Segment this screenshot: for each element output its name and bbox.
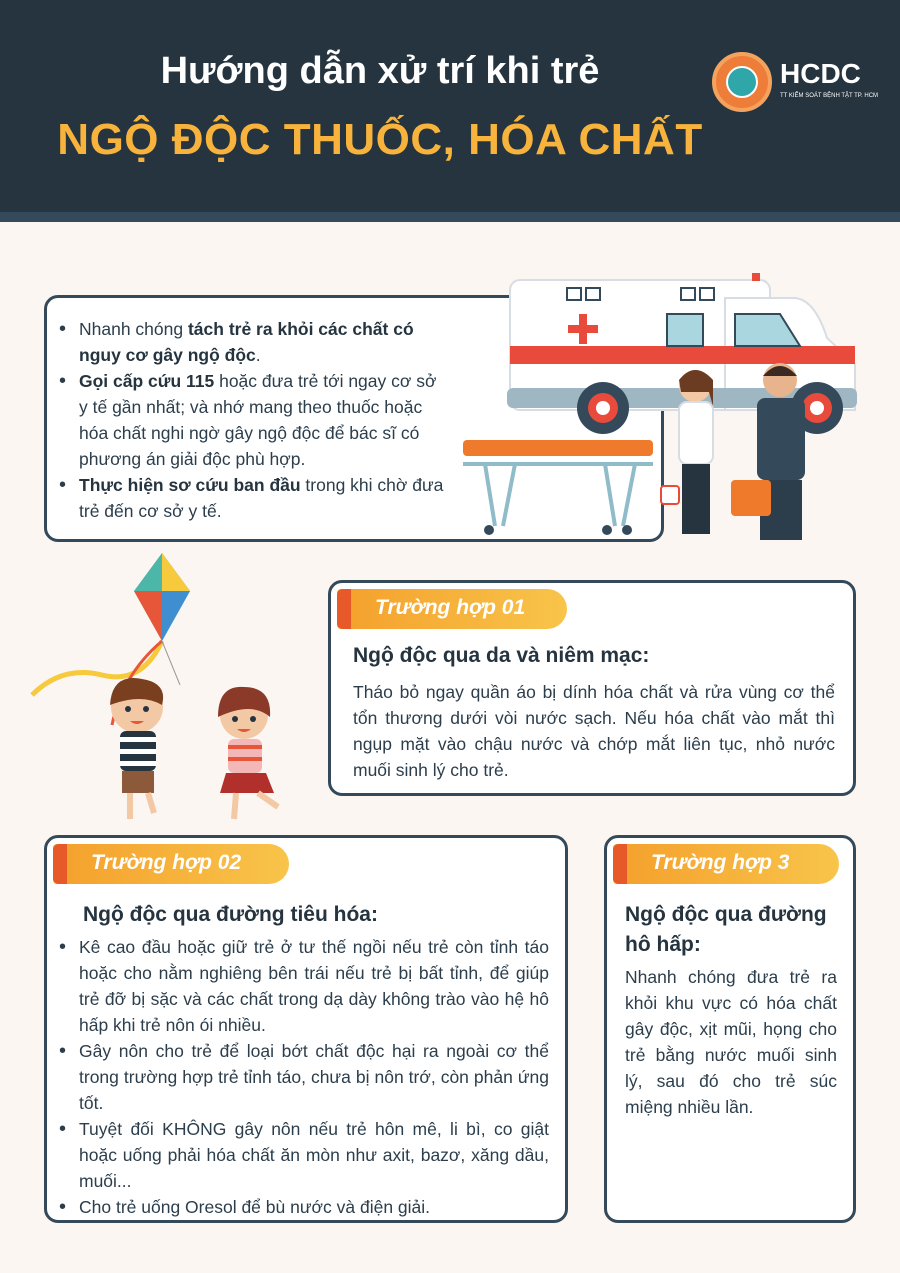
header-divider xyxy=(0,212,900,222)
intro-item-3: • Thực hiện sơ cứu ban đầu trong khi chờ đưa trẻ đến cơ sở y tế. xyxy=(49,472,449,524)
page-title-line2: NGỘ ĐỘC THUỐC, HÓA CHẤT xyxy=(57,115,703,164)
case-1-label-tag xyxy=(337,589,567,629)
case-1-label: Trường hợp 01 xyxy=(375,596,526,619)
case-3-label-tag xyxy=(613,844,839,884)
case-3-body: Nhanh chóng đưa trẻ ra khỏi khu vực có hóa chất gây độc, xịt mũi, họng cho trẻ bằng nước muối sinh lý, sau đó cho trẻ súc miệng nhiều lần. xyxy=(625,967,837,1117)
case-2-label: Trường hợp 02 xyxy=(91,851,242,874)
page-title-line1: Hướng dẫn xử trí khi trẻ xyxy=(160,50,600,92)
case-3-title: Ngộ độc qua đường hô hấp: xyxy=(625,903,827,956)
case-3-label: Trường hợp 3 xyxy=(651,851,790,874)
case-2-item-3: • Tuyệt đối KHÔNG gây nôn nếu trẻ hôn mê, li bì, co giật hoặc uống phải hóa chất ăn mòn như axit, bazơ, xăng dầu, muối... xyxy=(49,1116,549,1194)
intro-list xyxy=(49,316,449,524)
header-banner xyxy=(0,0,900,212)
ambulance-medics-illustration xyxy=(455,268,860,548)
case-2-item-4: • Cho trẻ uống Oresol để bù nước và điện giải. xyxy=(49,1194,549,1220)
case-1-title: Ngộ độc qua da và niêm mạc: xyxy=(353,644,650,667)
logo-subtitle: TT KIỂM SOÁT BỆNH TẬT TP. HCM xyxy=(780,93,879,99)
intro-item-1: • Nhanh chóng tách trẻ ra khỏi các chất có nguy cơ gây ngộ độc. xyxy=(49,316,449,368)
children-kite-illustration xyxy=(22,545,322,830)
case-1-box xyxy=(328,580,856,796)
case-2-item-1: • Kê cao đầu hoặc giữ trẻ ở tư thế ngồi nếu trẻ còn tỉnh táo hoặc cho nằm nghiêng bên trái nếu trẻ bị bất tỉnh, để giúp trẻ đỡ bị sặc và các chất trong dạ dày không trào vào hệ hô hấp khi trẻ nôn ói nhiều. xyxy=(49,934,549,1038)
case-2-item-2: • Gây nôn cho trẻ để loại bớt chất độc hại ra ngoài cơ thể trong trường hợp trẻ tỉnh táo, chưa bị nôn trớ, còn phản ứng tốt. xyxy=(49,1038,549,1116)
logo-text: HCDC xyxy=(780,58,861,89)
case-2-title: Ngộ độc qua đường tiêu hóa: xyxy=(83,903,378,926)
case-2-label-tag xyxy=(53,844,289,884)
case-2-box xyxy=(44,835,568,1223)
hcdc-logo xyxy=(712,52,879,114)
case-2-list xyxy=(49,934,549,1220)
logo-emblem-icon xyxy=(712,52,772,112)
case-1-body: Tháo bỏ ngay quần áo bị dính hóa chất và rửa vùng cơ thể tổn thương dưới vòi nước sạch. Nếu hóa chất vào mắt thì ngụp mặt vào chậu nước và chớp mắt liên tục, nhỏ nước muối sinh lý cho trẻ. xyxy=(353,682,835,780)
case-3-box xyxy=(604,835,856,1223)
intro-item-2: • Gọi cấp cứu 115 hoặc đưa trẻ tới ngay cơ sở y tế gần nhất; và nhớ mang theo thuốc hoặc hóa chất nghi ngờ gây ngộ độc để bác sĩ có phương án giải độc phù hợp. xyxy=(49,368,449,472)
